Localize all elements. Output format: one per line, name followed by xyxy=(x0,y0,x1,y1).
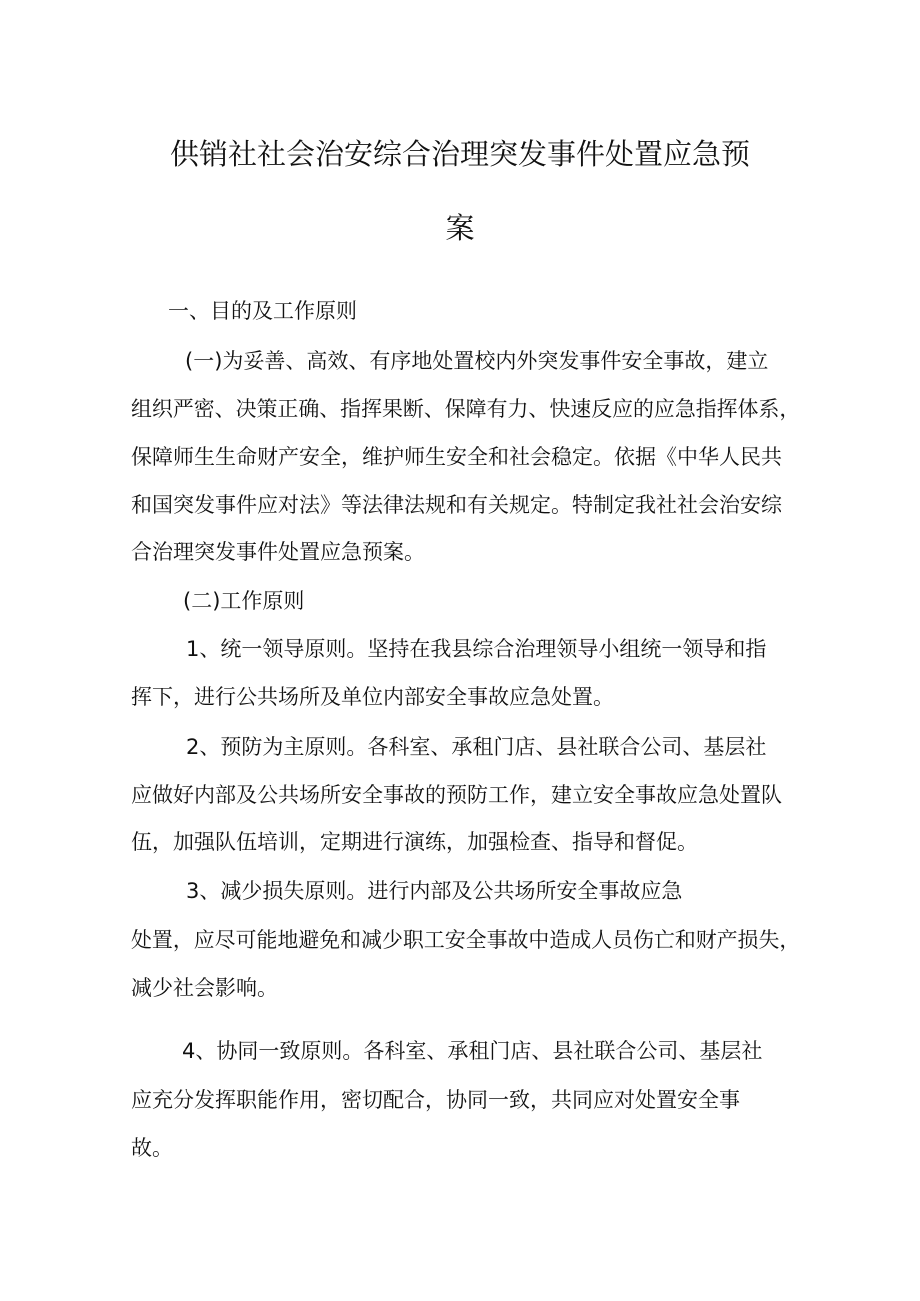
paragraph-line: 合治理突发事件处置应急预案。 xyxy=(131,540,425,564)
paragraph-line: 1、统一领导原则。坚持在我县综合治理领导小组统一领导和指 xyxy=(186,637,767,661)
document-title-line-2: 案 xyxy=(445,211,475,245)
paragraph-line: 保障师生生命财产安全，维护师生安全和社会稳定。依据《中华人民共 xyxy=(131,445,782,469)
paragraph-line: 故。 xyxy=(131,1136,173,1160)
paragraph-line: 应做好内部及公共场所安全事故的预防工作，建立安全事故应急处置队 xyxy=(131,783,782,807)
subheading: (二)工作原则 xyxy=(183,589,305,613)
paragraph-line: 处置，应尽可能地避免和减少职工安全事故中造成人员伤亡和财产损失， xyxy=(131,928,801,952)
paragraph-line: 减少社会影响。 xyxy=(131,976,278,1000)
paragraph-line: 挥下，进行公共场所及单位内部安全事故应急处置。 xyxy=(131,685,614,709)
paragraph-line: (一)为妥善、高效、有序地处置校内外突发事件安全事故，建立 xyxy=(185,349,769,373)
paragraph-line: 伍，加强队伍培训，定期进行演练，加强检查、指导和督促。 xyxy=(131,830,698,854)
paragraph-line: 和国突发事件应对法》等法律法规和有关规定。特制定我社社会治安综 xyxy=(131,493,782,517)
paragraph-line: 3、减少损失原则。进行内部及公共场所安全事故应急 xyxy=(186,879,683,903)
section-heading: 一、目的及工作原则 xyxy=(168,299,357,323)
paragraph-line: 组织严密、决策正确、指挥果断、保障有力、快速反应的应急指挥体系， xyxy=(131,397,801,421)
paragraph-line: 2、预防为主原则。各科室、承租门店、县社联合公司、基层社 xyxy=(186,735,767,759)
paragraph-line: 应充分发挥职能作用，密切配合，协同一致，共同应对处置安全事 xyxy=(131,1088,740,1112)
paragraph-line: 4、协同一致原则。各科室、承租门店、县社联合公司、基层社 xyxy=(182,1039,763,1063)
document-title-line-1: 供销社社会治安综合治理突发事件处置应急预 xyxy=(169,137,750,171)
